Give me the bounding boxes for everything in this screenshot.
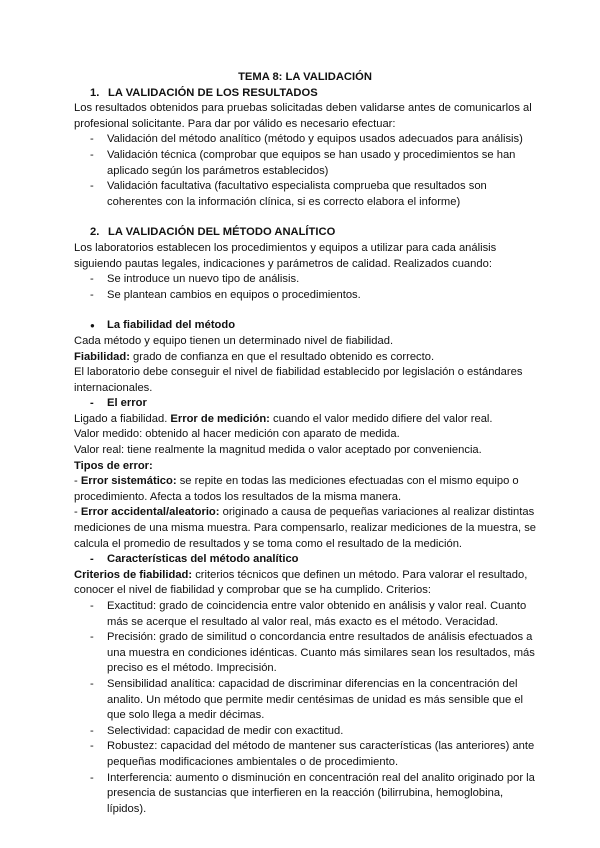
fiabilidad-term: Fiabilidad: bbox=[74, 350, 130, 363]
page-title: TEMA 8: LA VALIDACIÓN bbox=[238, 71, 372, 83]
section-2-heading-text: LA VALIDACIÓN DEL MÉTODO ANALÍTICO bbox=[108, 226, 336, 239]
list-item: - Selectividad: capacidad de medir con exactitud. bbox=[74, 724, 536, 740]
fiabilidad-definition bbox=[74, 350, 536, 366]
fiabilidad-standard: El laboratorio debe conseguir el nivel de fiabilidad establecido por legislación o estándares internacionales. bbox=[74, 366, 523, 394]
error-term: Error de medición: bbox=[170, 412, 270, 425]
list-item: - Se introduce un nuevo tipo de análisis. bbox=[74, 272, 536, 288]
error-accidental-term: Error accidental/aleatorio: bbox=[80, 506, 220, 519]
section-1-intro: Los resultados obtenidos para pruebas solicitadas deben validarse antes de comunicarlos al profesional solicitante. Para dar por válido es necesario efectuar: bbox=[74, 102, 532, 130]
error-def-text: cuando el valor medido difiere del valor real. bbox=[269, 412, 493, 425]
list-item: - Sensibilidad analítica: capacidad de discriminar diferencias en la concentración del analito. Un método que permite medir centésimas de unidad es más sensible que el que solo llega a medir décimas. bbox=[74, 677, 536, 724]
fiabilidad-heading: ● La fiabilidad del método bbox=[74, 318, 536, 334]
list-item: - Exactitud: grado de coincidencia entre valor obtenido en análisis y valor real. Cuanto más se acerque el resultado al valor real, más exacto es el método. Veracidad. bbox=[74, 599, 536, 630]
fiabilidad-line: Cada método y equipo tienen un determinado nivel de fiabilidad. bbox=[74, 334, 394, 347]
list-item: - Validación técnica (comprobar que equipos se han usado y procedimientos se han aplicado según los parámetros establecidos) bbox=[74, 148, 536, 179]
section-2-list bbox=[74, 272, 536, 303]
criterios-definition bbox=[74, 568, 536, 599]
list-item: - Validación del método analítico (método y equipos usados adecuados para análisis) bbox=[74, 132, 536, 148]
valor-real: Valor real: tiene realmente la magnitud medida o valor aceptado por conveniencia. bbox=[74, 444, 482, 457]
error-sistematico-prefix: - bbox=[74, 475, 81, 488]
error-sistematico-text: se repite en todas las mediciones efectuadas con el mismo equipo o procedimiento. Afecta a todos los resultados de la misma manera. bbox=[74, 475, 519, 503]
error-definition bbox=[74, 412, 536, 428]
fiabilidad-def-text: grado de confianza en que el resultado obtenido es correcto. bbox=[129, 350, 435, 363]
tipos-error-heading: Tipos de error: bbox=[74, 459, 153, 472]
error-accidental bbox=[74, 505, 536, 552]
criterios-list bbox=[74, 599, 536, 817]
error-sistematico bbox=[74, 474, 536, 505]
caracteristicas-heading: - Características del método analítico bbox=[74, 552, 536, 568]
section-2-heading bbox=[74, 225, 536, 241]
list-item: - Validación facultativa (facultativo especialista comprueba que resultados son coherentes con la información clínica, si es correcto elabora el informe) bbox=[74, 179, 536, 210]
section-1-number: 1. bbox=[90, 86, 100, 99]
error-heading: - El error bbox=[74, 396, 536, 412]
error-sistematico-term: Error sistemático: bbox=[80, 475, 177, 488]
section-1-list bbox=[74, 132, 536, 210]
valor-medido: Valor medido: obtenido al hacer medición con aparato de medida. bbox=[74, 428, 400, 441]
list-item: - Interferencia: aumento o disminución en concentración real del analito originado por la presencia de sustancias que interfieren en la reacción (bilirrubina, hemoglobina, lípidos). bbox=[74, 771, 536, 818]
error-accidental-prefix: - bbox=[74, 506, 81, 519]
caract-heading-list bbox=[74, 552, 536, 568]
list-item: - Se plantean cambios en equipos o procedimientos. bbox=[74, 288, 536, 304]
section-2-number: 2. bbox=[90, 226, 100, 239]
criterios-term: Criterios de fiabilidad: bbox=[74, 568, 193, 581]
section-1-heading-text: LA VALIDACIÓN DE LOS RESULTADOS bbox=[108, 86, 318, 99]
list-item: - Precisión: grado de similitud o concordancia entre resultados de análisis efectuados a una muestra en condiciones idénticas. Cuanto más similares sean los resultados, más preciso es el método. Imprecisión. bbox=[74, 630, 536, 677]
spacer bbox=[74, 210, 536, 225]
error-heading-list bbox=[74, 396, 536, 412]
section-2-intro: Los laboratorios establecen los procedimientos y equipos a utilizar para cada análisis siguiendo pautas legales, indicaciones y parámetros de calidad. Realizados cuando: bbox=[74, 241, 497, 270]
error-accidental-text: originado a causa de pequeñas variaciones al realizar distintas mediciones de una misma muestra. Para compensarlo, realizar mediciones de la muestra, se calcula el promedio de resultados y se toma como el resultado de la medición. bbox=[74, 506, 537, 550]
section-1-heading bbox=[74, 86, 536, 102]
spacer bbox=[74, 303, 536, 318]
document-page bbox=[74, 70, 536, 817]
list-item: - Robustez: capacidad del método de mantener sus características (las anteriores) ante pequeñas modificaciones ambientales o de procedimiento. bbox=[74, 739, 536, 770]
error-lead: Ligado a fiabilidad. bbox=[74, 412, 171, 425]
criterios-text: criterios técnicos que definen un método. Para valorar el resultado, conocer el nivel de fiabilidad y comprobar que se ha cumplido. Criterios: bbox=[74, 568, 528, 597]
